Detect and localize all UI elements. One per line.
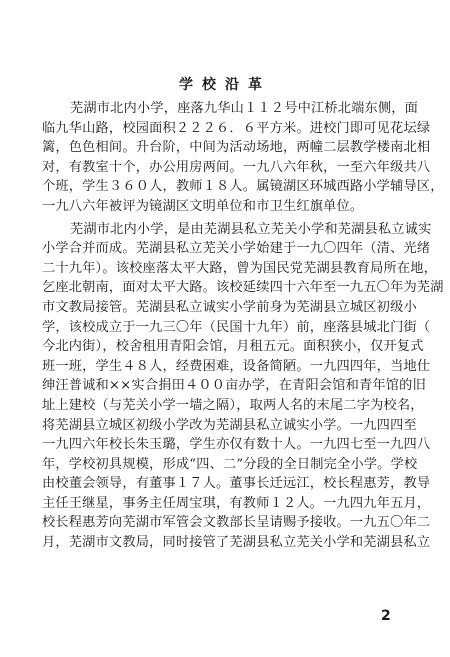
text-line: 班一班，学生４８人，经费困难，设备简陋。一九四四年，当地仕 bbox=[42, 358, 431, 374]
text-line: 个班，学生３６０人，教师１８人。属镜湖区环城西路小学辅导区， bbox=[42, 179, 444, 195]
text-line: 主任王继星，事务主任周宝琪，有教师１２人。一九四九年五月， bbox=[42, 495, 431, 511]
page-title: 学校沿革 bbox=[179, 77, 271, 93]
text-line: 址上建校（与芜关小学一墙之隔），取两人名的末尾二字为校名， bbox=[42, 397, 424, 413]
text-line: 学，该校成立于一九三〇年（民国十九年）前，座落县城北门街（ bbox=[42, 319, 431, 335]
text-line: 绅汪普诚和××实合捐田４００亩办学，在青阳会馆和青年馆的旧 bbox=[42, 378, 426, 394]
text-line: 月，芜湖市文教局，同时接管了芜湖县私立芜关小学和芜湖县私立 bbox=[42, 535, 431, 551]
text-line: 由校董会领导，有董事１７人。董事长迁远江，校长程惠芳，教导 bbox=[42, 476, 431, 492]
text-line: 二十九年）。该校座落太平大路，曾为国民党芜湖县教育局所在地， bbox=[42, 260, 438, 276]
text-line: 临九华山路，校园面积２２２６．６平方米。进校门即可见花坛绿 bbox=[42, 120, 431, 136]
text-line: 校长程惠芳向芜湖市军管会文教部长呈请赐予接收。一九五〇年二 bbox=[42, 515, 431, 531]
text-line: 一九八六年被评为镜湖区文明单位和市卫生红旗单位。 bbox=[42, 198, 364, 214]
text-line: 芜湖市北内小学，座落九华山１１２号中江桥北端东侧，面 bbox=[70, 101, 419, 116]
text-line: 篱，色色相间。升台阶，中间为活动场地，两幢二层教学楼南北相 bbox=[42, 140, 431, 156]
text-line: 芜湖市北内小学，是由芜湖县私立芜关小学和芜湖县私立诚实 bbox=[70, 221, 432, 237]
text-line: 对，有教室十个，办公用房两间。一九八六年秋，一至六年级共八 bbox=[42, 159, 431, 175]
body-text bbox=[42, 99, 444, 553]
text-line: 市文教局接管。芜湖县私立诚实小学前身为芜湖县立城区初级小 bbox=[42, 299, 417, 315]
text-line: 小学合并而成。芜湖县私立芜关小学始建于一九〇四年（清、光绪 bbox=[42, 241, 431, 257]
text-line: 今北内街），校舍租用青阳会馆，月租五元。面积狭小，仅开复式 bbox=[42, 339, 424, 355]
page-number: 2 bbox=[381, 608, 391, 624]
text-line: 年，学校初具规模，形成“四、二”分段的全日制完全小学。学校 bbox=[42, 456, 418, 472]
text-line: 乞座北朝南，面对太平大路。该校延续四十六年至一九五〇年为芜湖 bbox=[42, 280, 444, 296]
text-line: 将芜湖县立城区初级小学改为芜湖县私立诚实小学。一九四四至 bbox=[42, 417, 417, 433]
text-line: 一九四六年校长朱玉璐，学生亦仅有数十人。一九四七至一九四八 bbox=[42, 437, 431, 453]
